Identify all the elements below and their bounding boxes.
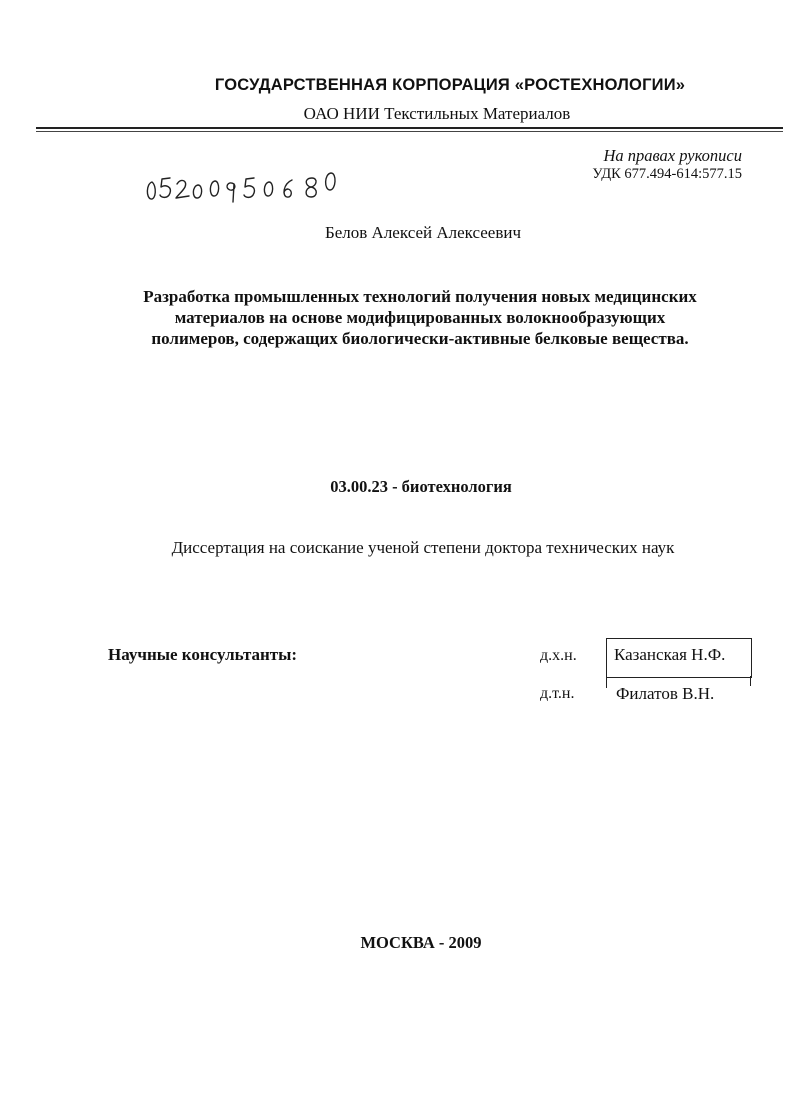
box-line xyxy=(750,676,751,686)
consultant-name: Филатов В.Н. xyxy=(616,684,715,703)
consultant-degree: д.т.н. xyxy=(540,685,575,702)
author-name: Белов Алексей Алексеевич xyxy=(324,223,521,242)
header-divider xyxy=(36,127,783,129)
dissertation-title xyxy=(70,286,770,349)
corporation-name: ГОСУДАРСТВЕННАЯ КОРПОРАЦИЯ «РОСТЕХНОЛОГИИ» xyxy=(214,76,686,94)
consultants-label: Научные консультанты: xyxy=(108,645,298,664)
handwritten-number-graphic xyxy=(142,168,342,208)
box-line xyxy=(606,640,607,688)
manuscript-rights: На правах рукописи xyxy=(603,146,742,165)
title-line: Разработка промышленных технологий получения новых медицинских xyxy=(143,287,697,306)
consultant-degree: д.х.н. xyxy=(540,647,577,664)
dissertation-degree: Диссертация на соискание ученой степени доктора технических наук xyxy=(171,538,675,557)
handwritten-registration-number xyxy=(142,168,342,213)
title-line: полимеров, содержащих биологически-активные белковые вещества. xyxy=(151,329,689,348)
udk-code: УДК 677.494-614:577.15 xyxy=(592,166,742,182)
specialty-code: 03.00.23 - биотехнология xyxy=(330,477,512,496)
city-year: МОСКВА - 2009 xyxy=(360,933,482,952)
title-line: материалов на основе модифицированных волокнообразующих xyxy=(174,308,666,327)
header-divider-thin xyxy=(36,131,783,132)
institute-name: ОАО НИИ Текстильных Материалов xyxy=(303,104,571,123)
consultant-name: Казанская Н.Ф. xyxy=(614,645,726,664)
